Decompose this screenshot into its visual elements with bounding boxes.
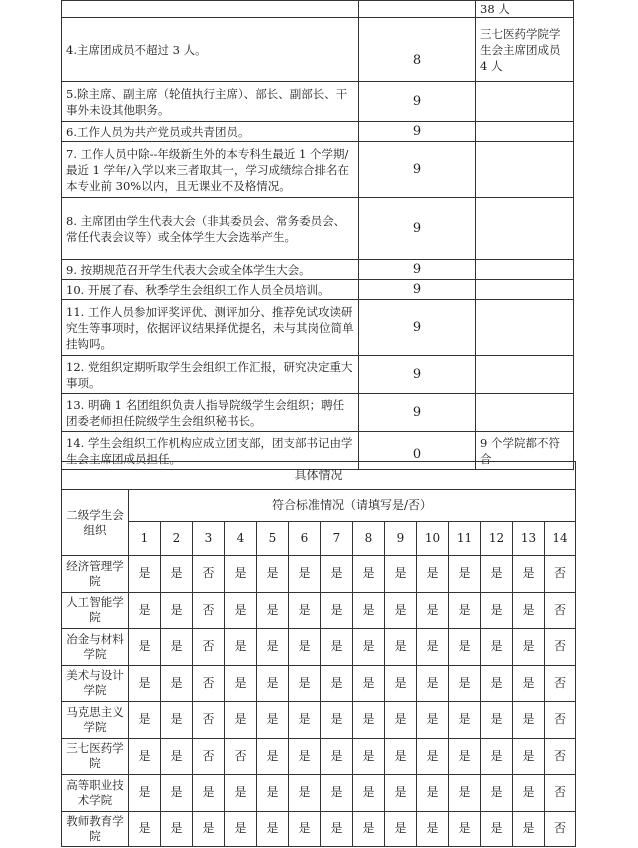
- compliance-value: 是: [385, 775, 417, 812]
- criterion-score: 9: [359, 82, 476, 122]
- compliance-value: 是: [385, 738, 417, 775]
- compliance-value: 否: [193, 665, 225, 702]
- college-name: 冶金与材料学院: [62, 629, 129, 666]
- compliance-value: 是: [289, 738, 321, 775]
- criterion-note: [476, 122, 574, 142]
- criterion-row: [62, 260, 574, 280]
- compliance-value: 是: [129, 702, 161, 739]
- compliance-value: 是: [129, 629, 161, 666]
- compliance-value: 否: [193, 738, 225, 775]
- criterion-note: [476, 280, 574, 300]
- compliance-value: 否: [193, 702, 225, 739]
- criterion-score: 9: [359, 394, 476, 432]
- criterion-text: 7. 工作人员中除--年级新生外的本专科生最近 1 个学期/最近 1 学年/入学以来三者取其一，学习成绩综合排名在本专业前 30%以内，且无课业不及格情况。: [62, 142, 359, 198]
- college-name: 美术与设计学院: [62, 665, 129, 702]
- criterion-score: 9: [359, 300, 476, 356]
- compliance-value: 是: [257, 775, 289, 812]
- criterion-row: [62, 82, 574, 122]
- compliance-value: 是: [513, 556, 545, 593]
- criterion-number: 9: [385, 522, 417, 556]
- compliance-value: 是: [225, 775, 257, 812]
- compliance-value: 是: [417, 738, 449, 775]
- compliance-value: 是: [417, 775, 449, 812]
- criterion-score: 9: [359, 198, 476, 260]
- criterion-row: [62, 300, 574, 356]
- compliance-value: 是: [353, 665, 385, 702]
- criterion-text: 12. 党组织定期听取学生会组织工作汇报，研究决定重大事项。: [62, 356, 359, 394]
- college-name: 经济管理学院: [62, 556, 129, 593]
- compliance-value: 是: [481, 811, 513, 846]
- compliance-value: 否: [545, 629, 576, 666]
- compliance-value: 是: [321, 629, 353, 666]
- college-name: 马克思主义学院: [62, 702, 129, 739]
- college-row: [62, 629, 576, 666]
- compliance-value: 是: [353, 775, 385, 812]
- compliance-value: 是: [353, 702, 385, 739]
- criterion-number: 11: [449, 522, 481, 556]
- compliance-value: 是: [353, 811, 385, 846]
- college-row: [62, 811, 576, 846]
- compliance-value: 是: [257, 592, 289, 629]
- details-body: [62, 556, 576, 847]
- compliance-value: 是: [449, 702, 481, 739]
- compliance-value: 是: [225, 629, 257, 666]
- compliance-value: 是: [449, 556, 481, 593]
- compliance-value: 是: [129, 775, 161, 812]
- compliance-value: 是: [513, 592, 545, 629]
- college-row: [62, 738, 576, 775]
- compliance-value: 是: [321, 702, 353, 739]
- compliance-value: 是: [513, 811, 545, 846]
- details-header-row: [62, 490, 576, 522]
- compliance-value: 否: [193, 629, 225, 666]
- criterion-row: [62, 356, 574, 394]
- compliance-value: 是: [161, 738, 193, 775]
- criterion-text: 14. 学生会组织工作机构应成立团支部，团支部书记由学生会主席团成员担任。: [62, 432, 359, 470]
- criterion-number: 7: [321, 522, 353, 556]
- compliance-value: 是: [193, 811, 225, 846]
- criterion-number: 6: [289, 522, 321, 556]
- compliance-value: 是: [449, 811, 481, 846]
- criterion-number: 12: [481, 522, 513, 556]
- criterion-text: 6.工作人员为共产党员或共青团员。: [62, 122, 359, 142]
- criteria-body: [62, 1, 574, 470]
- criterion-row: [62, 142, 574, 198]
- compliance-value: 是: [161, 556, 193, 593]
- compliance-value: 是: [417, 629, 449, 666]
- criterion-number: 4: [225, 522, 257, 556]
- compliance-value: 是: [193, 775, 225, 812]
- compliance-value: 否: [545, 775, 576, 812]
- compliance-value: 否: [545, 592, 576, 629]
- compliance-value: 是: [385, 556, 417, 593]
- criterion-row: [62, 394, 574, 432]
- criterion-score: 8: [359, 18, 476, 82]
- criterion-text: 8. 主席团由学生代表大会（非其委员会、常务委员会、常任代表会议等）或全体学生大会选举产生。: [62, 198, 359, 260]
- compliance-value: 是: [161, 592, 193, 629]
- org-header: 二级学生会组织: [62, 490, 129, 556]
- criterion-row: [62, 18, 574, 82]
- compliance-value: 是: [161, 775, 193, 812]
- compliance-value: 是: [321, 665, 353, 702]
- college-row: [62, 556, 576, 593]
- criterion-score: [359, 1, 476, 18]
- criterion-note: [476, 356, 574, 394]
- compliance-value: 否: [545, 811, 576, 846]
- college-name: 三七医药学院: [62, 738, 129, 775]
- criterion-note: 三七医药学院学生会主席团成员 4 人: [476, 18, 574, 82]
- compliance-value: 是: [289, 592, 321, 629]
- criterion-row: [62, 198, 574, 260]
- compliance-value: 是: [417, 811, 449, 846]
- compliance-value: 是: [449, 592, 481, 629]
- college-name: 人工智能学院: [62, 592, 129, 629]
- criterion-number: 3: [193, 522, 225, 556]
- compliance-value: 否: [545, 665, 576, 702]
- compliance-value: 是: [225, 556, 257, 593]
- compliance-value: 是: [129, 738, 161, 775]
- compliance-value: 是: [161, 811, 193, 846]
- compliance-value: 是: [449, 629, 481, 666]
- compliance-value: 是: [257, 811, 289, 846]
- compliance-value: 是: [257, 556, 289, 593]
- criterion-score: 9: [359, 356, 476, 394]
- compliance-value: 是: [225, 811, 257, 846]
- compliance-value: 是: [225, 702, 257, 739]
- college-row: [62, 665, 576, 702]
- compliance-value: 是: [417, 592, 449, 629]
- compliance-value: 是: [321, 738, 353, 775]
- criterion-note: [476, 142, 574, 198]
- compliance-value: 是: [513, 738, 545, 775]
- compliance-value: 是: [481, 592, 513, 629]
- compliance-value: 是: [481, 556, 513, 593]
- criterion-note: [476, 260, 574, 280]
- criterion-row: [62, 280, 574, 300]
- criteria-table: [61, 0, 574, 470]
- criterion-text: [62, 1, 359, 18]
- college-row: [62, 775, 576, 812]
- compliance-value: 是: [161, 629, 193, 666]
- compliance-value: 是: [129, 592, 161, 629]
- compliance-value: 是: [417, 665, 449, 702]
- compliance-value: 是: [321, 775, 353, 812]
- criterion-score: 9: [359, 260, 476, 280]
- compliance-value: 是: [385, 665, 417, 702]
- criterion-note: 9 个学院都不符合: [476, 432, 574, 470]
- compliance-value: 否: [545, 702, 576, 739]
- compliance-value: 是: [289, 556, 321, 593]
- details-title-row: [62, 462, 576, 490]
- compliance-value: 是: [257, 665, 289, 702]
- compliance-value: 否: [545, 738, 576, 775]
- criterion-text: 9. 按期规范召开学生代表大会或全体学生大会。: [62, 260, 359, 280]
- compliance-value: 否: [193, 556, 225, 593]
- compliance-value: 是: [353, 738, 385, 775]
- criterion-text: 11. 工作人员参加评奖评优、测评加分、推荐免试攻读研究生等事项时，依据评议结果择优提名，未与其岗位简单挂钩吗。: [62, 300, 359, 356]
- criterion-note: [476, 82, 574, 122]
- criterion-row: [62, 1, 574, 18]
- compliance-value: 是: [257, 738, 289, 775]
- criterion-number: 2: [161, 522, 193, 556]
- compliance-value: 是: [449, 775, 481, 812]
- criterion-note: [476, 394, 574, 432]
- compliance-value: 是: [513, 629, 545, 666]
- compliance-value: 否: [225, 738, 257, 775]
- compliance-value: 是: [225, 592, 257, 629]
- compliance-value: 是: [481, 702, 513, 739]
- compliance-value: 是: [129, 556, 161, 593]
- college-row: [62, 702, 576, 739]
- criterion-note: [476, 300, 574, 356]
- compliance-value: 是: [225, 665, 257, 702]
- compliance-value: 是: [481, 629, 513, 666]
- compliance-value: 否: [545, 556, 576, 593]
- compliance-value: 是: [449, 738, 481, 775]
- compliance-value: 是: [385, 811, 417, 846]
- compliance-value: 是: [385, 592, 417, 629]
- college-name: 教师教育学院: [62, 811, 129, 846]
- compliance-value: 是: [353, 629, 385, 666]
- criterion-score: 9: [359, 280, 476, 300]
- compliance-value: 是: [449, 665, 481, 702]
- criterion-note: [476, 198, 574, 260]
- compliance-value: 是: [321, 592, 353, 629]
- compliance-value: 是: [289, 629, 321, 666]
- criterion-score: 9: [359, 122, 476, 142]
- criterion-score: 9: [359, 142, 476, 198]
- criterion-text: 5.除主席、副主席（轮值执行主席）、部长、副部长、干事外未设其他职务。: [62, 82, 359, 122]
- compliance-value: 是: [257, 702, 289, 739]
- criterion-number: 5: [257, 522, 289, 556]
- compliance-value: 是: [289, 775, 321, 812]
- compliance-value: 否: [193, 592, 225, 629]
- criterion-number: 13: [513, 522, 545, 556]
- criterion-score: 0: [359, 432, 476, 470]
- compliance-header: 符合标准情况（请填写是/否）: [129, 490, 576, 522]
- college-name: 高等职业技术学院: [62, 775, 129, 812]
- compliance-value: 是: [513, 665, 545, 702]
- criterion-number: 8: [353, 522, 385, 556]
- compliance-value: 是: [481, 665, 513, 702]
- compliance-value: 是: [289, 665, 321, 702]
- compliance-value: 是: [321, 556, 353, 593]
- compliance-value: 是: [385, 702, 417, 739]
- compliance-value: 是: [353, 556, 385, 593]
- criterion-text: 10. 开展了春、秋季学生会组织工作人员全员培训。: [62, 280, 359, 300]
- criterion-text: 4.主席团成员不超过 3 人。: [62, 18, 359, 82]
- compliance-value: 是: [417, 556, 449, 593]
- criterion-row: [62, 122, 574, 142]
- compliance-value: 是: [289, 702, 321, 739]
- criterion-number: 10: [417, 522, 449, 556]
- compliance-value: 是: [513, 775, 545, 812]
- compliance-value: 是: [481, 738, 513, 775]
- criterion-number: 14: [545, 522, 576, 556]
- compliance-value: 是: [353, 592, 385, 629]
- compliance-value: 是: [481, 775, 513, 812]
- compliance-value: 是: [321, 811, 353, 846]
- criterion-text: 13. 明确 1 名团组织负责人指导院级学生会组织；聘任团委老师担任院级学生会组织秘书长。: [62, 394, 359, 432]
- compliance-value: 是: [289, 811, 321, 846]
- details-title: 具体情况: [62, 462, 576, 490]
- compliance-value: 是: [385, 629, 417, 666]
- details-table: [61, 461, 576, 847]
- compliance-value: 是: [513, 702, 545, 739]
- criterion-note: 38 人: [476, 1, 574, 18]
- compliance-value: 是: [129, 665, 161, 702]
- college-row: [62, 592, 576, 629]
- compliance-value: 是: [129, 811, 161, 846]
- compliance-value: 是: [417, 702, 449, 739]
- criterion-number-row: [62, 522, 576, 556]
- compliance-value: 是: [161, 702, 193, 739]
- criterion-number: 1: [129, 522, 161, 556]
- compliance-value: 是: [161, 665, 193, 702]
- compliance-value: 是: [257, 629, 289, 666]
